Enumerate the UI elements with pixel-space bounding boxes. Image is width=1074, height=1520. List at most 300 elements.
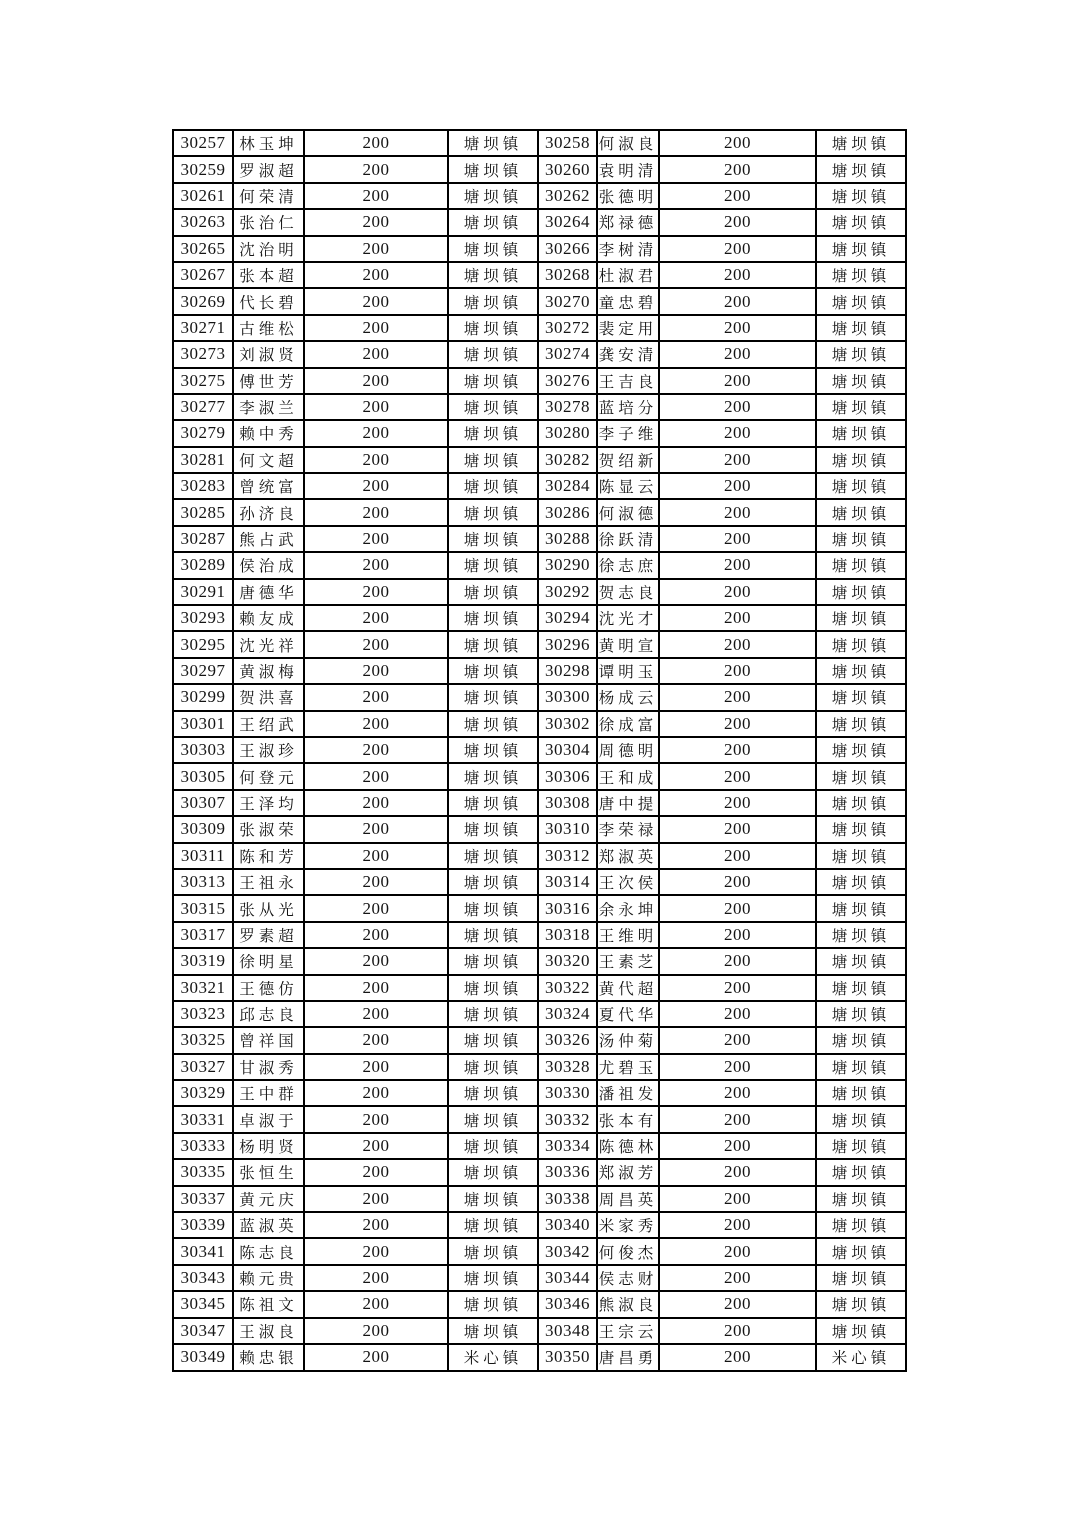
- cell-town: 塘坝镇: [816, 1080, 906, 1106]
- cell-id: 30300: [538, 684, 597, 710]
- cell-id: 30287: [173, 526, 233, 552]
- cell-amount: 200: [304, 711, 448, 737]
- cell-amount: 200: [304, 579, 448, 605]
- table-row: [173, 1054, 906, 1080]
- cell-amount: 200: [659, 922, 816, 948]
- cell-name: 潘祖发: [597, 1080, 659, 1106]
- cell-town: 塘坝镇: [816, 658, 906, 684]
- cell-id: 30279: [173, 420, 233, 446]
- cell-id: 30350: [538, 1344, 597, 1371]
- cell-id: 30280: [538, 420, 597, 446]
- table-row: [173, 1318, 906, 1344]
- cell-id: 30294: [538, 605, 597, 631]
- cell-id: 30272: [538, 315, 597, 341]
- cell-name: 侯志财: [597, 1265, 659, 1291]
- table-row: [173, 975, 906, 1001]
- table-row: [173, 499, 906, 525]
- cell-amount: 200: [659, 975, 816, 1001]
- cell-name: 侯治成: [233, 552, 304, 578]
- cell-amount: 200: [304, 948, 448, 974]
- cell-town: 塘坝镇: [448, 1159, 538, 1185]
- cell-amount: 200: [659, 394, 816, 420]
- cell-id: 30318: [538, 922, 597, 948]
- table-row: [173, 711, 906, 737]
- cell-id: 30316: [538, 895, 597, 921]
- cell-id: 30308: [538, 790, 597, 816]
- cell-name: 罗淑超: [233, 156, 304, 182]
- table-row: [173, 1027, 906, 1053]
- cell-id: 30295: [173, 631, 233, 657]
- cell-town: 塘坝镇: [448, 658, 538, 684]
- cell-id: 30309: [173, 816, 233, 842]
- table-row: [173, 790, 906, 816]
- cell-id: 30257: [173, 130, 233, 156]
- cell-town: 塘坝镇: [816, 816, 906, 842]
- cell-town: 塘坝镇: [816, 605, 906, 631]
- cell-amount: 200: [304, 394, 448, 420]
- cell-id: 30323: [173, 1001, 233, 1027]
- cell-name: 徐跃清: [597, 526, 659, 552]
- cell-amount: 200: [304, 1001, 448, 1027]
- cell-town: 塘坝镇: [816, 711, 906, 737]
- cell-amount: 200: [659, 130, 816, 156]
- table-row: [173, 420, 906, 446]
- cell-amount: 200: [659, 262, 816, 288]
- cell-amount: 200: [304, 895, 448, 921]
- cell-name: 陈德林: [597, 1133, 659, 1159]
- cell-amount: 200: [659, 1318, 816, 1344]
- cell-amount: 200: [659, 948, 816, 974]
- cell-amount: 200: [304, 368, 448, 394]
- cell-id: 30274: [538, 341, 597, 367]
- cell-name: 张本超: [233, 262, 304, 288]
- cell-town: 塘坝镇: [816, 473, 906, 499]
- cell-name: 王泽均: [233, 790, 304, 816]
- table-row: [173, 341, 906, 367]
- cell-town: 塘坝镇: [448, 631, 538, 657]
- cell-name: 米家秀: [597, 1212, 659, 1238]
- cell-name: 曾统富: [233, 473, 304, 499]
- cell-amount: 200: [304, 869, 448, 895]
- roster-table: [172, 129, 907, 1372]
- cell-name: 王次侯: [597, 869, 659, 895]
- cell-name: 何淑德: [597, 499, 659, 525]
- table-row: [173, 552, 906, 578]
- cell-town: 塘坝镇: [816, 1318, 906, 1344]
- cell-town: 塘坝镇: [448, 843, 538, 869]
- cell-town: 塘坝镇: [816, 763, 906, 789]
- cell-town: 塘坝镇: [448, 526, 538, 552]
- cell-amount: 200: [304, 1080, 448, 1106]
- table-row: [173, 262, 906, 288]
- cell-town: 塘坝镇: [816, 1027, 906, 1053]
- cell-amount: 200: [659, 1265, 816, 1291]
- cell-id: 30267: [173, 262, 233, 288]
- cell-id: 30320: [538, 948, 597, 974]
- cell-amount: 200: [304, 843, 448, 869]
- cell-town: 塘坝镇: [448, 288, 538, 314]
- cell-amount: 200: [659, 579, 816, 605]
- cell-amount: 200: [304, 552, 448, 578]
- cell-id: 30299: [173, 684, 233, 710]
- cell-amount: 200: [659, 790, 816, 816]
- cell-town: 塘坝镇: [816, 1265, 906, 1291]
- cell-amount: 200: [304, 183, 448, 209]
- cell-amount: 200: [659, 895, 816, 921]
- cell-id: 30290: [538, 552, 597, 578]
- cell-id: 30288: [538, 526, 597, 552]
- cell-name: 徐志庶: [597, 552, 659, 578]
- cell-id: 30341: [173, 1238, 233, 1264]
- cell-id: 30275: [173, 368, 233, 394]
- cell-amount: 200: [304, 1344, 448, 1371]
- cell-amount: 200: [659, 499, 816, 525]
- cell-name: 黄代超: [597, 975, 659, 1001]
- cell-id: 30331: [173, 1106, 233, 1132]
- cell-town: 塘坝镇: [816, 1054, 906, 1080]
- table-row: [173, 763, 906, 789]
- cell-id: 30298: [538, 658, 597, 684]
- cell-id: 30344: [538, 1265, 597, 1291]
- table-row: [173, 605, 906, 631]
- cell-id: 30346: [538, 1291, 597, 1317]
- cell-name: 林玉坤: [233, 130, 304, 156]
- cell-name: 徐明星: [233, 948, 304, 974]
- cell-id: 30311: [173, 843, 233, 869]
- cell-name: 唐昌勇: [597, 1344, 659, 1371]
- cell-id: 30265: [173, 236, 233, 262]
- cell-town: 塘坝镇: [448, 183, 538, 209]
- cell-amount: 200: [304, 1106, 448, 1132]
- cell-name: 何俊杰: [597, 1238, 659, 1264]
- cell-name: 古维松: [233, 315, 304, 341]
- cell-name: 王吉良: [597, 368, 659, 394]
- table-row: [173, 1159, 906, 1185]
- cell-name: 张淑荣: [233, 816, 304, 842]
- cell-town: 塘坝镇: [448, 711, 538, 737]
- cell-town: 塘坝镇: [816, 948, 906, 974]
- cell-town: 塘坝镇: [816, 262, 906, 288]
- cell-amount: 200: [659, 843, 816, 869]
- cell-name: 沈治明: [233, 236, 304, 262]
- cell-id: 30333: [173, 1133, 233, 1159]
- table-row: [173, 1106, 906, 1132]
- cell-id: 30321: [173, 975, 233, 1001]
- cell-town: 塘坝镇: [816, 183, 906, 209]
- cell-id: 30338: [538, 1186, 597, 1212]
- cell-name: 黄淑梅: [233, 658, 304, 684]
- cell-name: 张恒生: [233, 1159, 304, 1185]
- cell-amount: 200: [304, 130, 448, 156]
- cell-town: 塘坝镇: [448, 737, 538, 763]
- cell-amount: 200: [659, 1212, 816, 1238]
- cell-name: 甘淑秀: [233, 1054, 304, 1080]
- cell-id: 30315: [173, 895, 233, 921]
- cell-town: 塘坝镇: [448, 368, 538, 394]
- table-row: [173, 579, 906, 605]
- cell-amount: 200: [304, 763, 448, 789]
- cell-town: 塘坝镇: [816, 499, 906, 525]
- cell-amount: 200: [304, 1054, 448, 1080]
- cell-id: 30305: [173, 763, 233, 789]
- cell-id: 30285: [173, 499, 233, 525]
- cell-amount: 200: [659, 1080, 816, 1106]
- cell-town: 塘坝镇: [448, 447, 538, 473]
- cell-amount: 200: [304, 1027, 448, 1053]
- cell-amount: 200: [659, 315, 816, 341]
- cell-name: 李淑兰: [233, 394, 304, 420]
- cell-name: 沈光祥: [233, 631, 304, 657]
- cell-id: 30258: [538, 130, 597, 156]
- cell-id: 30260: [538, 156, 597, 182]
- cell-amount: 200: [304, 816, 448, 842]
- cell-name: 徐成富: [597, 711, 659, 737]
- cell-amount: 200: [659, 1133, 816, 1159]
- cell-name: 蓝培分: [597, 394, 659, 420]
- table-row: [173, 816, 906, 842]
- cell-id: 30324: [538, 1001, 597, 1027]
- cell-town: 塘坝镇: [448, 790, 538, 816]
- cell-name: 何文超: [233, 447, 304, 473]
- cell-amount: 200: [304, 526, 448, 552]
- cell-amount: 200: [659, 1001, 816, 1027]
- cell-amount: 200: [659, 1291, 816, 1317]
- cell-town: 塘坝镇: [448, 869, 538, 895]
- cell-name: 唐中提: [597, 790, 659, 816]
- cell-town: 塘坝镇: [816, 552, 906, 578]
- table-row: [173, 737, 906, 763]
- cell-amount: 200: [659, 236, 816, 262]
- cell-amount: 200: [659, 447, 816, 473]
- cell-id: 30317: [173, 922, 233, 948]
- cell-id: 30337: [173, 1186, 233, 1212]
- cell-name: 赖忠银: [233, 1344, 304, 1371]
- cell-amount: 200: [659, 209, 816, 235]
- table-row: [173, 1001, 906, 1027]
- table-row: [173, 156, 906, 182]
- cell-town: 塘坝镇: [816, 1106, 906, 1132]
- cell-id: 30276: [538, 368, 597, 394]
- table-row: [173, 236, 906, 262]
- cell-id: 30289: [173, 552, 233, 578]
- cell-name: 赖友成: [233, 605, 304, 631]
- table-row: [173, 1212, 906, 1238]
- cell-town: 塘坝镇: [448, 473, 538, 499]
- cell-id: 30302: [538, 711, 597, 737]
- cell-amount: 200: [304, 605, 448, 631]
- cell-name: 陈和芳: [233, 843, 304, 869]
- cell-town: 塘坝镇: [816, 790, 906, 816]
- cell-town: 塘坝镇: [448, 605, 538, 631]
- table-row: [173, 368, 906, 394]
- cell-name: 李荣禄: [597, 816, 659, 842]
- cell-town: 塘坝镇: [448, 895, 538, 921]
- table-row: [173, 843, 906, 869]
- cell-amount: 200: [304, 658, 448, 684]
- cell-amount: 200: [304, 1186, 448, 1212]
- cell-amount: 200: [659, 816, 816, 842]
- cell-town: 塘坝镇: [448, 209, 538, 235]
- cell-town: 塘坝镇: [448, 1186, 538, 1212]
- cell-name: 李子维: [597, 420, 659, 446]
- cell-amount: 200: [304, 288, 448, 314]
- cell-town: 塘坝镇: [448, 763, 538, 789]
- cell-amount: 200: [659, 526, 816, 552]
- cell-town: 塘坝镇: [816, 236, 906, 262]
- cell-id: 30264: [538, 209, 597, 235]
- cell-id: 30328: [538, 1054, 597, 1080]
- cell-amount: 200: [304, 1159, 448, 1185]
- cell-id: 30291: [173, 579, 233, 605]
- cell-amount: 200: [659, 737, 816, 763]
- cell-id: 30307: [173, 790, 233, 816]
- cell-town: 塘坝镇: [816, 288, 906, 314]
- cell-name: 童忠碧: [597, 288, 659, 314]
- table-row: [173, 1344, 906, 1371]
- cell-name: 余永坤: [597, 895, 659, 921]
- cell-amount: 200: [659, 763, 816, 789]
- table-row: [173, 922, 906, 948]
- table-row: [173, 183, 906, 209]
- cell-name: 王祖永: [233, 869, 304, 895]
- cell-name: 刘淑贤: [233, 341, 304, 367]
- cell-town: 塘坝镇: [816, 843, 906, 869]
- cell-amount: 200: [659, 869, 816, 895]
- cell-town: 塘坝镇: [448, 1080, 538, 1106]
- cell-town: 塘坝镇: [448, 1001, 538, 1027]
- cell-id: 30261: [173, 183, 233, 209]
- cell-town: 塘坝镇: [816, 869, 906, 895]
- cell-name: 龚安清: [597, 341, 659, 367]
- cell-name: 何登元: [233, 763, 304, 789]
- cell-amount: 200: [659, 684, 816, 710]
- cell-amount: 200: [659, 1106, 816, 1132]
- cell-name: 郑淑英: [597, 843, 659, 869]
- cell-id: 30332: [538, 1106, 597, 1132]
- cell-id: 30322: [538, 975, 597, 1001]
- cell-name: 贺洪喜: [233, 684, 304, 710]
- cell-town: 塘坝镇: [816, 130, 906, 156]
- cell-amount: 200: [304, 209, 448, 235]
- cell-id: 30336: [538, 1159, 597, 1185]
- cell-id: 30343: [173, 1265, 233, 1291]
- cell-amount: 200: [659, 341, 816, 367]
- cell-amount: 200: [659, 605, 816, 631]
- cell-id: 30327: [173, 1054, 233, 1080]
- cell-town: 米心镇: [816, 1344, 906, 1371]
- cell-amount: 200: [659, 1344, 816, 1371]
- cell-name: 王中群: [233, 1080, 304, 1106]
- cell-id: 30278: [538, 394, 597, 420]
- cell-town: 塘坝镇: [448, 948, 538, 974]
- cell-id: 30266: [538, 236, 597, 262]
- cell-town: 塘坝镇: [448, 262, 538, 288]
- table-row: [173, 1291, 906, 1317]
- cell-town: 塘坝镇: [816, 1159, 906, 1185]
- cell-town: 塘坝镇: [448, 156, 538, 182]
- cell-town: 塘坝镇: [448, 1265, 538, 1291]
- cell-name: 张从光: [233, 895, 304, 921]
- cell-name: 王素芝: [597, 948, 659, 974]
- table-row: [173, 130, 906, 156]
- cell-id: 30262: [538, 183, 597, 209]
- cell-town: 塘坝镇: [448, 315, 538, 341]
- cell-name: 蓝淑英: [233, 1212, 304, 1238]
- cell-town: 塘坝镇: [816, 579, 906, 605]
- cell-id: 30339: [173, 1212, 233, 1238]
- cell-amount: 200: [304, 156, 448, 182]
- cell-id: 30269: [173, 288, 233, 314]
- cell-town: 塘坝镇: [448, 1027, 538, 1053]
- cell-amount: 200: [659, 1027, 816, 1053]
- cell-town: 塘坝镇: [448, 236, 538, 262]
- cell-id: 30271: [173, 315, 233, 341]
- cell-name: 赖中秀: [233, 420, 304, 446]
- cell-town: 塘坝镇: [448, 922, 538, 948]
- cell-town: 塘坝镇: [816, 526, 906, 552]
- cell-amount: 200: [304, 631, 448, 657]
- cell-id: 30340: [538, 1212, 597, 1238]
- cell-town: 米心镇: [448, 1344, 538, 1371]
- cell-id: 30273: [173, 341, 233, 367]
- cell-amount: 200: [304, 684, 448, 710]
- cell-id: 30284: [538, 473, 597, 499]
- cell-town: 塘坝镇: [816, 737, 906, 763]
- cell-id: 30306: [538, 763, 597, 789]
- cell-name: 汤仲菊: [597, 1027, 659, 1053]
- cell-name: 何荣清: [233, 183, 304, 209]
- cell-amount: 200: [304, 975, 448, 1001]
- cell-town: 塘坝镇: [448, 1054, 538, 1080]
- cell-name: 何淑良: [597, 130, 659, 156]
- cell-amount: 200: [659, 1238, 816, 1264]
- cell-name: 陈显云: [597, 473, 659, 499]
- cell-id: 30330: [538, 1080, 597, 1106]
- cell-amount: 200: [304, 922, 448, 948]
- cell-id: 30301: [173, 711, 233, 737]
- cell-town: 塘坝镇: [448, 816, 538, 842]
- cell-name: 罗素超: [233, 922, 304, 948]
- cell-id: 30319: [173, 948, 233, 974]
- cell-amount: 200: [304, 236, 448, 262]
- cell-name: 贺志良: [597, 579, 659, 605]
- cell-amount: 200: [304, 737, 448, 763]
- table-row: [173, 288, 906, 314]
- cell-name: 郑禄德: [597, 209, 659, 235]
- cell-id: 30293: [173, 605, 233, 631]
- cell-amount: 200: [659, 183, 816, 209]
- cell-name: 杨明贤: [233, 1133, 304, 1159]
- cell-town: 塘坝镇: [816, 684, 906, 710]
- cell-amount: 200: [659, 288, 816, 314]
- table-row: [173, 948, 906, 974]
- cell-name: 张本有: [597, 1106, 659, 1132]
- cell-amount: 200: [659, 1159, 816, 1185]
- table-row: [173, 473, 906, 499]
- cell-amount: 200: [304, 447, 448, 473]
- cell-amount: 200: [304, 499, 448, 525]
- cell-amount: 200: [304, 1318, 448, 1344]
- cell-id: 30263: [173, 209, 233, 235]
- cell-town: 塘坝镇: [816, 447, 906, 473]
- cell-town: 塘坝镇: [448, 130, 538, 156]
- cell-name: 王德仿: [233, 975, 304, 1001]
- cell-town: 塘坝镇: [816, 922, 906, 948]
- cell-name: 夏代华: [597, 1001, 659, 1027]
- table-row: [173, 1265, 906, 1291]
- table-row: [173, 1080, 906, 1106]
- cell-name: 王维明: [597, 922, 659, 948]
